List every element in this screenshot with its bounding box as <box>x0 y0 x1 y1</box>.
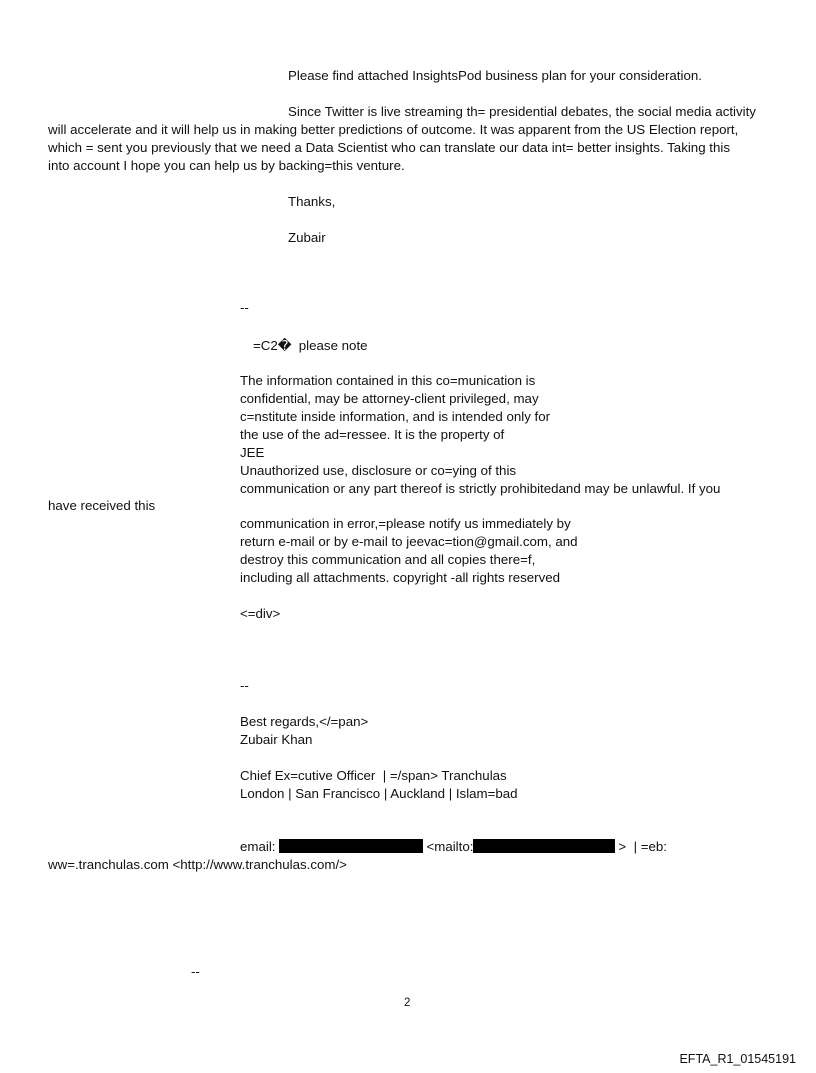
intro-paragraph-line: Since Twitter is live streaming th= presidential debates, the social media activity <box>288 104 756 119</box>
redaction-block <box>279 839 423 853</box>
disclaimer-line: destroy this communication and all copies there=f, <box>240 552 536 567</box>
sender-name: Zubair <box>288 230 326 245</box>
signature-separator: -- <box>240 678 249 693</box>
mailto-label: <mailto: <box>426 839 474 854</box>
redaction-block <box>473 839 615 853</box>
disclaimer-line: communication in error,=please notify us immediately by <box>240 516 571 531</box>
disclaimer-line: confidential, may be attorney-client privileged, may <box>240 391 539 406</box>
disclaimer-line: communication or any part thereof is strictly prohibitedand may be unlawful. If you <box>240 481 721 496</box>
intro-paragraph-line: into account I hope you can help us by backing=this venture. <box>48 158 405 173</box>
disclaimer-line: c=nstitute inside information, and is intended only for <box>240 409 551 424</box>
disclaimer-line: the use of the ad=ressee. It is the property of <box>240 427 505 442</box>
please-note-line: =C2� please note <box>253 338 368 353</box>
intro-paragraph-line: will accelerate and it will help us in making better predictions of outcome. It was apparent from the US Election report, <box>48 122 739 137</box>
office-cities-line: London | San Francisco | Auckland | Islam=bad <box>240 786 518 801</box>
signature-separator: -- <box>240 300 249 315</box>
regards-line: Best regards,</=pan> <box>240 714 369 729</box>
thanks-line: Thanks, <box>288 194 336 209</box>
document-id-footer: EFTA_R1_01545191 <box>679 1052 796 1066</box>
disclaimer-wrap-line: have received this <box>48 498 156 513</box>
website-link[interactable]: ww=.tranchulas.com <http://www.tranchulas.com/> <box>48 857 347 872</box>
intro-paragraph-line: which = sent you previously that we need a Data Scientist who can translate our data int= better insights. Taking this <box>48 140 730 155</box>
html-artifact-line: <=div> <box>240 606 281 621</box>
page-number: 2 <box>404 997 411 1009</box>
disclaimer-line: return e-mail or by e-mail to jeevac=tion@gmail.com, and <box>240 534 578 549</box>
job-title-line: Chief Ex=cutive Officer | =/span> Tranchulas <box>240 768 507 783</box>
email-line <box>240 838 667 856</box>
disclaimer-line: including all attachments. copyright -all rights reserved <box>240 570 561 585</box>
after-mailto-text: > | =eb: <box>618 839 667 854</box>
bottom-separator: -- <box>191 964 200 979</box>
disclaimer-line: JEE <box>240 445 265 460</box>
disclaimer-line: The information contained in this co=munication is <box>240 373 536 388</box>
disclaimer-line: Unauthorized use, disclosure or co=ying of this <box>240 463 517 478</box>
intro-line: Please find attached InsightsPod business plan for your consideration. <box>288 68 702 83</box>
email-label: email: <box>240 839 276 854</box>
full-name-line: Zubair Khan <box>240 732 313 747</box>
